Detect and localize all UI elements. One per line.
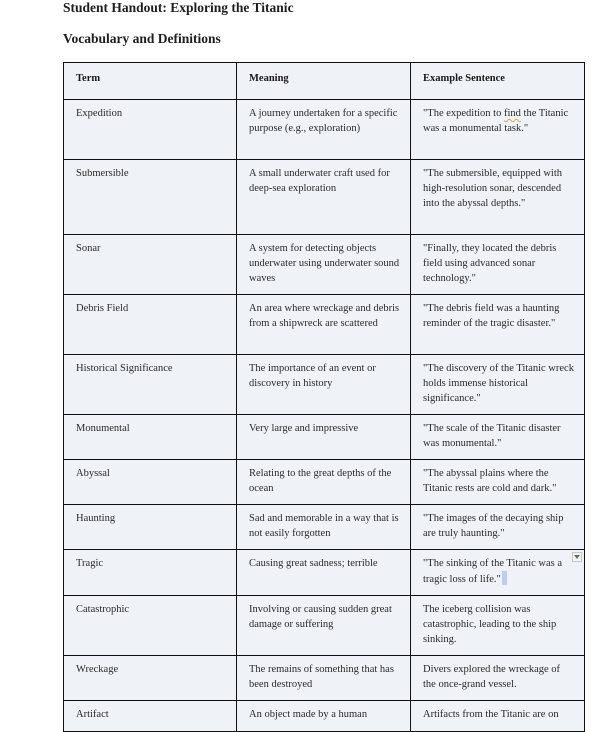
term-cell[interactable]: Debris Field xyxy=(64,295,237,355)
spellcheck-flagged-word[interactable]: find xyxy=(503,108,521,119)
vocabulary-table xyxy=(63,62,585,732)
term-cell[interactable]: Artifact xyxy=(64,701,237,732)
table-row xyxy=(64,550,585,596)
example-cell[interactable]: "The submersible, equipped with high-resolution sonar, descended into the abyssal depths." xyxy=(411,160,585,235)
header-term[interactable]: Term xyxy=(64,63,237,100)
meaning-cell[interactable]: The remains of something that has been destroyed xyxy=(237,656,411,701)
table-row xyxy=(64,160,585,235)
example-cell[interactable]: "The discovery of the Titanic wreck holds immense historical significance." xyxy=(411,355,585,415)
meaning-cell[interactable]: Causing great sadness; terrible xyxy=(237,550,411,596)
meaning-cell[interactable]: A journey undertaken for a specific purpose (e.g., exploration) xyxy=(237,100,411,160)
term-cell[interactable]: Catastrophic xyxy=(64,596,237,656)
table-row xyxy=(64,100,585,160)
meaning-cell[interactable]: Sad and memorable in a way that is not easily forgotten xyxy=(237,505,411,550)
header-meaning[interactable]: Meaning xyxy=(237,63,411,100)
example-cell[interactable]: "The abyssal plains where the Titanic rests are cold and dark." xyxy=(411,460,585,505)
meaning-cell[interactable]: Involving or causing sudden great damage or suffering xyxy=(237,596,411,656)
table-row xyxy=(64,701,585,732)
meaning-cell[interactable]: Relating to the great depths of the ocean xyxy=(237,460,411,505)
table-row xyxy=(64,460,585,505)
term-cell[interactable]: Haunting xyxy=(64,505,237,550)
term-cell[interactable]: Wreckage xyxy=(64,656,237,701)
table-row xyxy=(64,295,585,355)
example-cell[interactable]: The iceberg collision was catastrophic, leading to the ship sinking. xyxy=(411,596,585,656)
table-header-row xyxy=(64,63,585,100)
term-cell[interactable]: Submersible xyxy=(64,160,237,235)
cell-dropdown-button[interactable] xyxy=(572,552,582,562)
term-cell[interactable]: Historical Significance xyxy=(64,355,237,415)
section-heading: Vocabulary and Definitions xyxy=(63,31,221,46)
meaning-cell[interactable]: Very large and impressive xyxy=(237,415,411,460)
example-cell[interactable]: "Finally, they located the debris field using advanced sonar technology." xyxy=(411,235,585,295)
example-cell[interactable]: "The scale of the Titanic disaster was monumental." xyxy=(411,415,585,460)
term-cell[interactable]: Abyssal xyxy=(64,460,237,505)
term-cell[interactable]: Monumental xyxy=(64,415,237,460)
table-row xyxy=(64,415,585,460)
example-text: "The sinking of the Titanic was a tragic loss of life." xyxy=(423,558,563,585)
example-cell-active[interactable] xyxy=(411,550,585,596)
table-row xyxy=(64,235,585,295)
example-cell[interactable] xyxy=(411,100,585,160)
term-cell[interactable]: Tragic xyxy=(64,550,237,596)
term-cell[interactable]: Sonar xyxy=(64,235,237,295)
example-cell[interactable]: "The debris field was a haunting reminder of the tragic disaster." xyxy=(411,295,585,355)
example-text: "The expedition to xyxy=(423,108,504,119)
example-cell[interactable]: "The images of the decaying ship are truly haunting." xyxy=(411,505,585,550)
term-cell[interactable]: Expedition xyxy=(64,100,237,160)
example-text: the Titanic was a monumental task." xyxy=(423,108,569,134)
meaning-cell[interactable]: An object made by a human xyxy=(237,701,411,732)
table-row xyxy=(64,355,585,415)
meaning-cell[interactable]: A small underwater craft used for deep-sea exploration xyxy=(237,160,411,235)
table-row xyxy=(64,596,585,656)
header-example-sentence[interactable]: Example Sentence xyxy=(411,63,585,100)
chevron-down-icon xyxy=(574,555,580,559)
document-title: Student Handout: Exploring the Titanic xyxy=(63,0,294,15)
example-cell[interactable]: Divers explored the wreckage of the once-grand vessel. xyxy=(411,656,585,701)
meaning-cell[interactable]: The importance of an event or discovery in history xyxy=(237,355,411,415)
example-cell[interactable]: Artifacts from the Titanic are on xyxy=(411,701,585,732)
text-cursor-selection xyxy=(502,571,507,585)
meaning-cell[interactable]: An area where wreckage and debris from a shipwreck are scattered xyxy=(237,295,411,355)
table-row xyxy=(64,505,585,550)
table-row xyxy=(64,656,585,701)
meaning-cell[interactable]: A system for detecting objects underwater using underwater sound waves xyxy=(237,235,411,295)
